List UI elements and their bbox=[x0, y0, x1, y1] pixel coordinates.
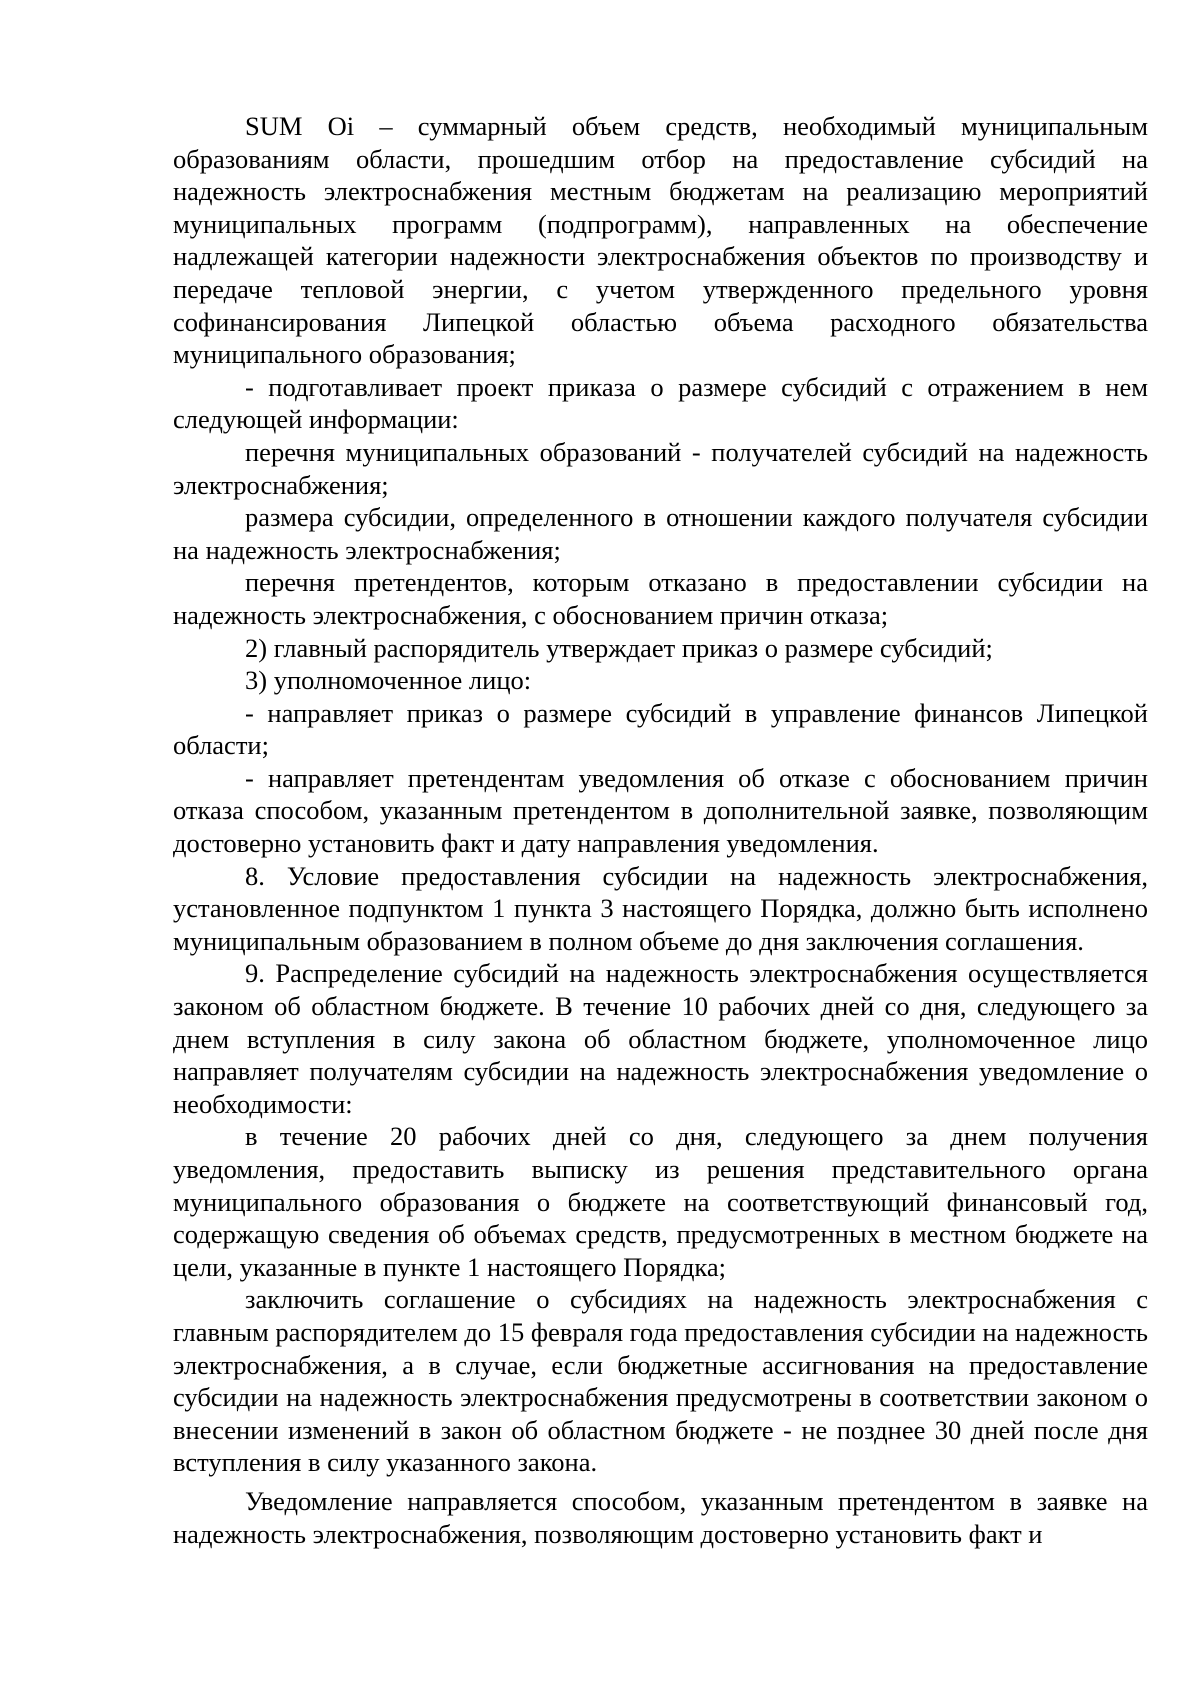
paragraph-send-refusals: - направляет претендентам уведомления об отказе с обоснованием причин отказа способом, указанным претендентом в дополнительной заявке, позволяющим достоверно установить факт и дату направления уведомления. bbox=[173, 762, 1148, 859]
paragraph-sum-definition: SUM Oi – суммарный объем средств, необходимый муниципальным образованиям области, прошедшим отбор на предоставление субсидий на надежность электроснабжения местным бюджетам на реализацию мероприятий муниципальных программ (подпрограмм), направленных на обеспечение надлежащей категории надежности электроснабжения объектов по производству и передаче тепловой энергии, с учетом утвержденного предельного уровня софинансирования Липецкой областью объема расходного обязательства муниципального образования; bbox=[173, 111, 1148, 370]
paragraph-notification: Уведомление направляется способом, указанным претендентом в заявке на надежность электроснабжения, позволяющим достоверно установить факт и bbox=[173, 1485, 1148, 1549]
document-body bbox=[173, 110, 1148, 1550]
paragraph-item-2: 2) главный распорядитель утверждает приказ о размере субсидий; bbox=[245, 632, 993, 663]
paragraph-conclude-agreement: заключить соглашение о субсидиях на надежность электроснабжения с главным распорядителем до 15 февраля года предоставления субсидии на надежность электроснабжения, а в случае, если бюджетные ассигнования на предоставление субсидии на надежность электроснабжения предусмотрены в соответствии законом о внесении изменений в закон об областном бюджете - не позднее 30 дней после дня вступления в силу указанного закона. bbox=[173, 1284, 1149, 1478]
paragraph-send-order: - направляет приказ о размере субсидий в управление финансов Липецкой области; bbox=[173, 697, 1148, 761]
paragraph-within-20-days: в течение 20 рабочих дней со дня, следующего за днем получения уведомления, предоставить выписку из решения представительного органа муниципального образования о бюджете на соответствующий финансовый год, содержащую сведения об объемах средств, предусмотренных в местном бюджете на цели, указанные в пункте 1 настоящего Порядка; bbox=[173, 1121, 1148, 1282]
paragraph-list-recipients: перечня муниципальных образований - получателей субсидий на надежность электроснабжения; bbox=[173, 436, 1148, 500]
paragraph-section-9: 9. Распределение субсидий на надежность электроснабжения осуществляется законом об областном бюджете. В течение 10 рабочих дней со дня, следующего за днем вступления в силу закона об областном бюджете, уполномоченное лицо направляет получателям субсидии на надежность электроснабжения уведомление о необходимости: bbox=[173, 958, 1148, 1119]
paragraph-item-3: 3) уполномоченное лицо: bbox=[245, 665, 532, 696]
paragraph-section-8: 8. Условие предоставления субсидии на надежность электроснабжения, установленное подпунктом 1 пункта 3 настоящего Порядка, должно быть исполнено муниципальным образованием в полном объеме до дня заключения соглашения. bbox=[173, 860, 1148, 956]
paragraph-list-refused: перечня претендентов, которым отказано в предоставлении субсидии на надежность электроснабжения, с обоснованием причин отказа; bbox=[173, 567, 1148, 630]
paragraph-subsidy-size: размера субсидии, определенного в отношении каждого получателя субсидии на надежность электроснабжения; bbox=[173, 502, 1148, 565]
paragraph-prepare-order: - подготавливает проект приказа о размере субсидий с отражением в нем следующей информации: bbox=[173, 371, 1148, 435]
